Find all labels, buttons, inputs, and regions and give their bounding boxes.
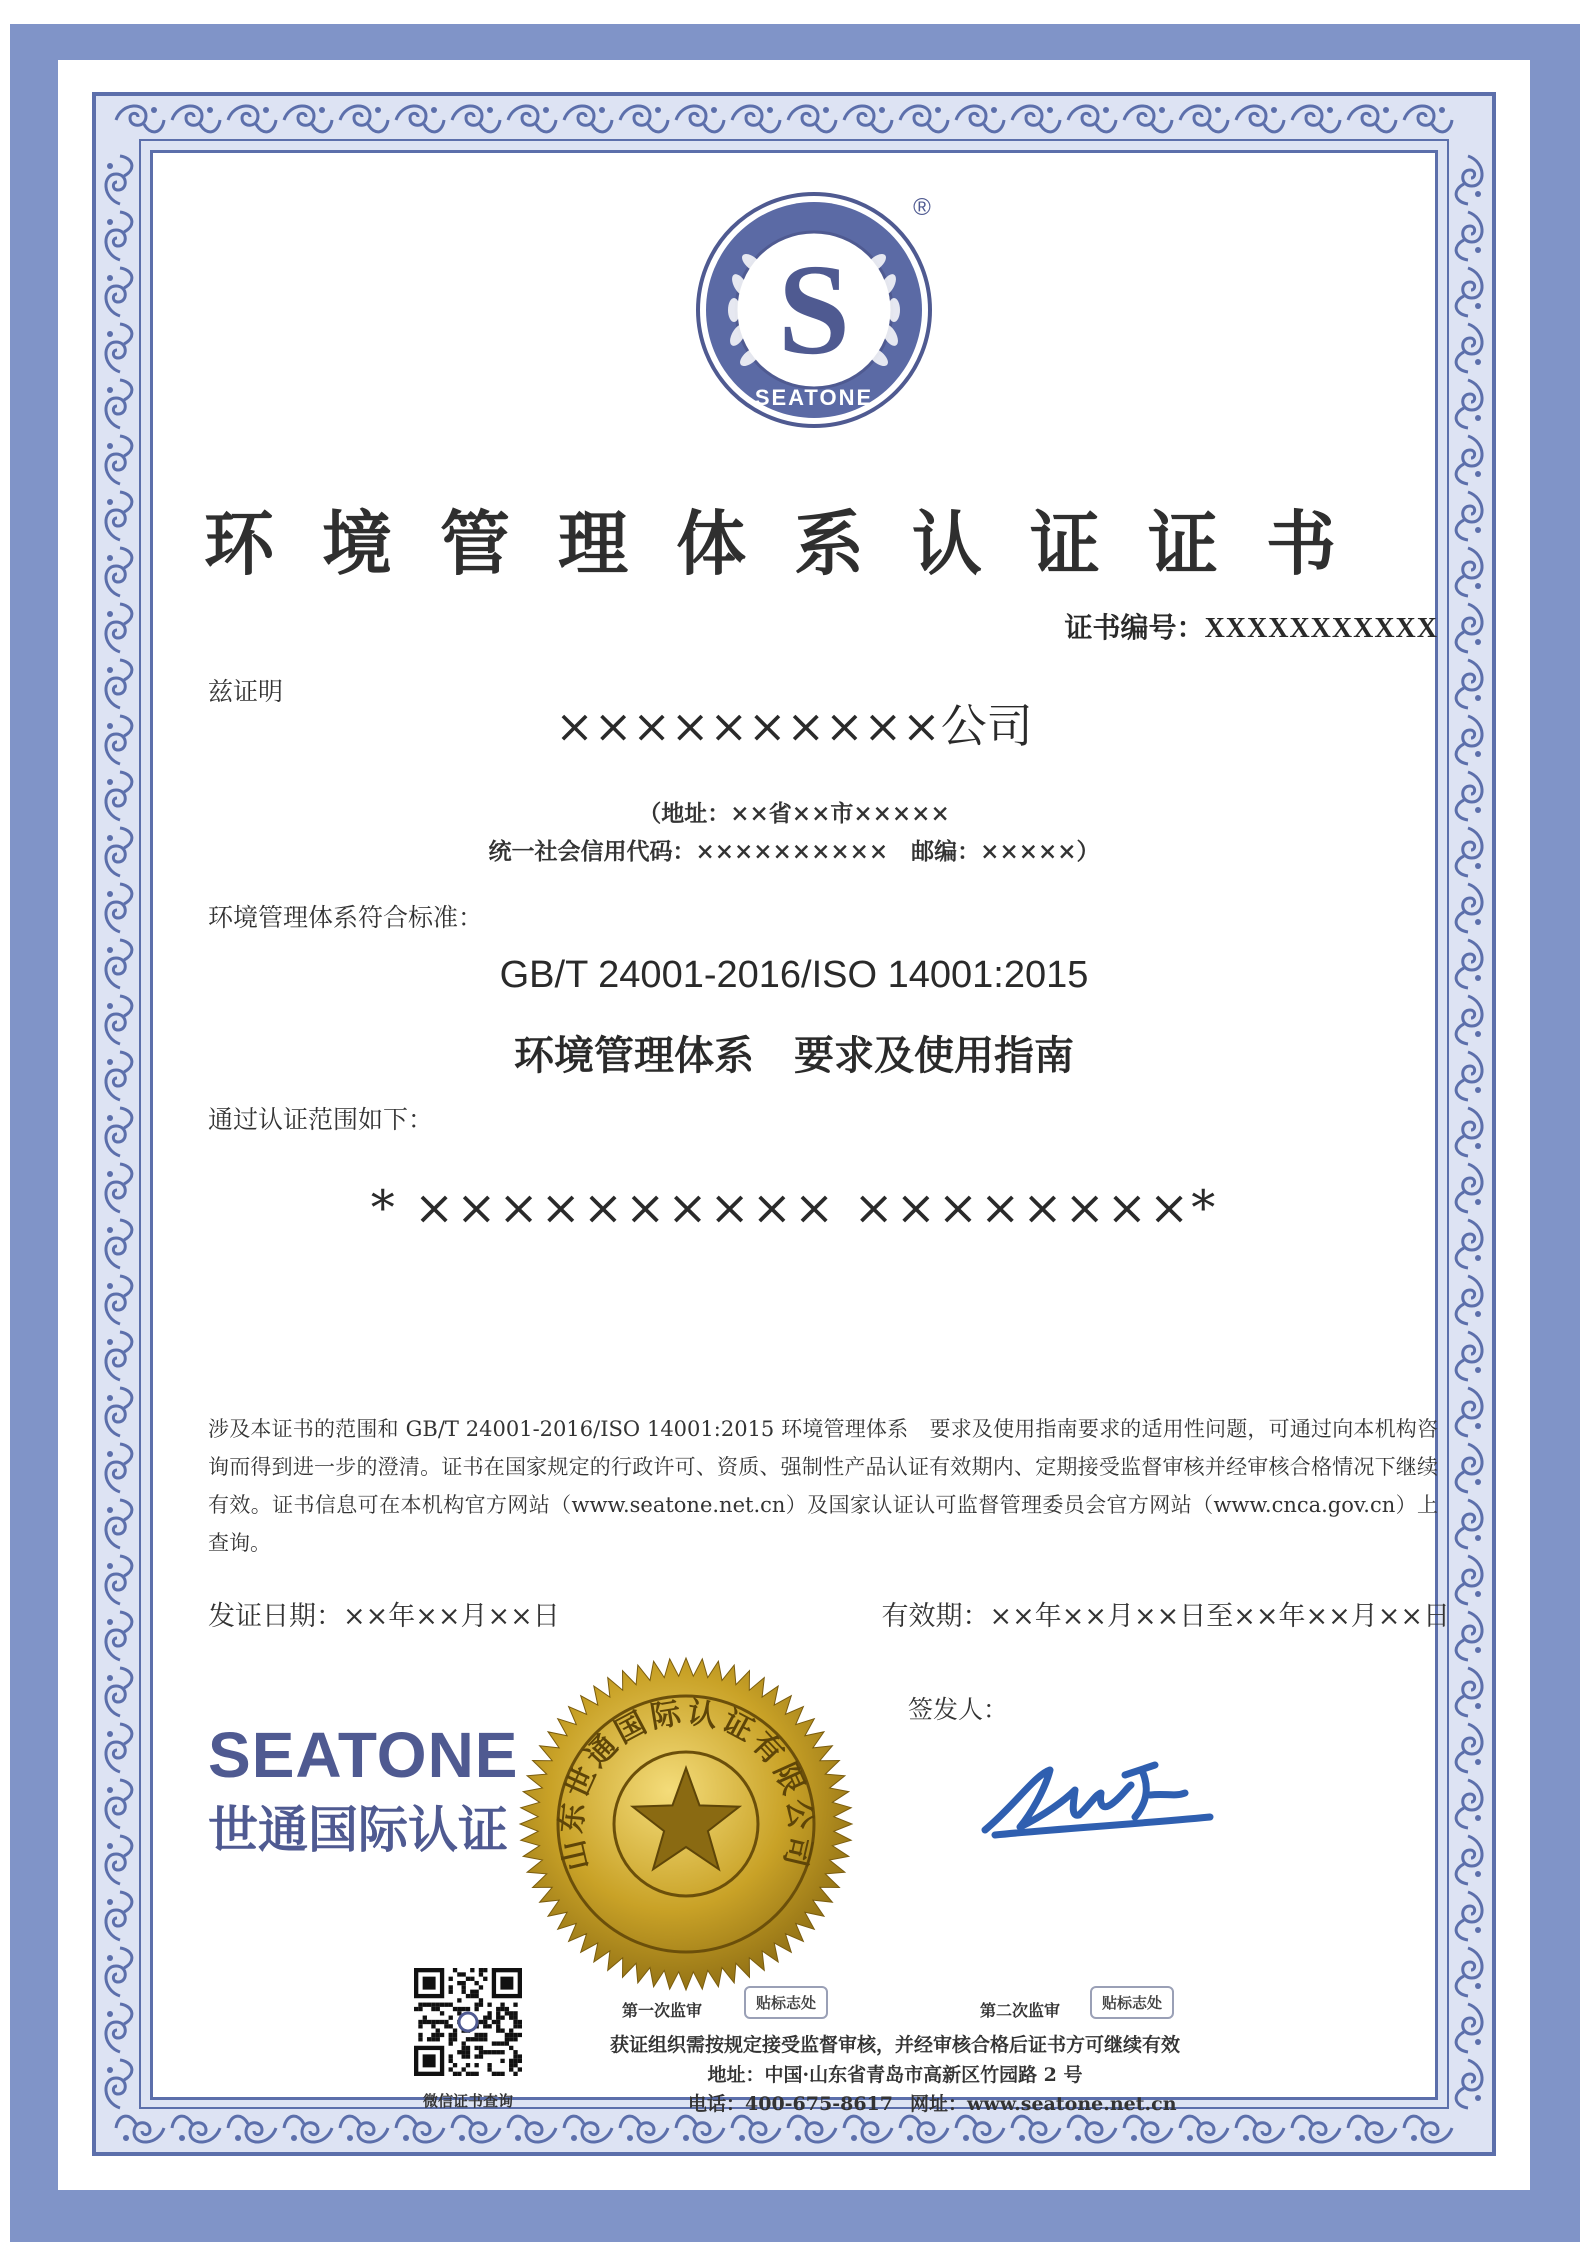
certificate-title: 环境管理体系认证证书	[204, 502, 1384, 585]
logo-s-mark: S	[777, 238, 851, 382]
footer-address: 地址：中国·山东省青岛市高新区竹园路 2 号	[707, 2064, 1083, 2086]
second-audit-sticker-box: 贴标志处	[1090, 1986, 1174, 2019]
footer-phone: 电话：400-675-8617	[688, 2093, 893, 2115]
seal-text: 山东世通国际认证有限公司	[553, 1695, 819, 1874]
first-audit-label: 第一次监审	[622, 2001, 703, 2020]
signature	[975, 1745, 1225, 1855]
notice-paragraph: 涉及本证书的范围和 GB/T 24001-2016/ISO 14001:2015 环境管理体系 要求及使用指南要求的适用性问题，可通过向本机构咨询而得到进一步的澄清。证书在国家规定的行政许可、资质、强制性产品认证有效期内、定期接受监督审核并经审核合格情况下继续有效。证书信息可在本机构官方网站（www.seatone.net.cn）及国家认证认可监督管理委员会官方网站（www.cnca.gov.cn）上查询。	[208, 1417, 1438, 1555]
signer-label: 签发人：	[908, 1695, 1009, 1724]
certificate-number	[1065, 606, 1438, 646]
validity-period: 有效期：××年××月××日至××年××月××日	[881, 1601, 1450, 1632]
company-credit-code: 统一社会信用代码：×××××××××× 邮编：×××××）	[488, 838, 1100, 865]
certificate-number-value: XXXXXXXXXXX	[1204, 613, 1438, 644]
company-name: ××××××××××公司	[555, 699, 1033, 753]
standard-code: GB/T 24001-2016/ISO 14001:2015	[499, 954, 1089, 996]
scope-text: * ×××××××××× ××××××××*	[370, 1180, 1218, 1236]
qr-code[interactable]	[414, 1968, 522, 2076]
scope-label: 通过认证范围如下：	[208, 1105, 434, 1134]
certify-label: 兹证明	[208, 677, 284, 706]
footer-website[interactable]: 网址：www.seatone.net.cn	[910, 2093, 1177, 2115]
logo-ring-text: SEATONE	[754, 385, 874, 410]
brand-logo-cn: 世通国际认证	[208, 1801, 508, 1859]
footer-notice: 获证组织需按规定接受监督审核，并经审核合格后证书方可继续有效	[609, 2034, 1180, 2056]
seatone-logo	[694, 185, 944, 435]
second-audit-label: 第二次监审	[980, 2001, 1061, 2020]
brand-logo-en: SEATONE	[208, 1719, 519, 1791]
qr-caption: 微信证书查询	[422, 2092, 513, 2110]
company-address: （地址：××省××市×××××	[638, 800, 950, 827]
issue-date: 发证日期：××年××月××日	[208, 1601, 560, 1632]
first-audit-sticker-box: 贴标志处	[744, 1986, 828, 2019]
standard-label: 环境管理体系符合标准：	[208, 903, 484, 932]
gold-seal	[518, 1656, 854, 1992]
registered-mark: ®	[913, 194, 931, 221]
certificate-number-label: 证书编号：	[1064, 611, 1205, 644]
standard-name: 环境管理体系 要求及使用指南	[514, 1032, 1074, 1079]
